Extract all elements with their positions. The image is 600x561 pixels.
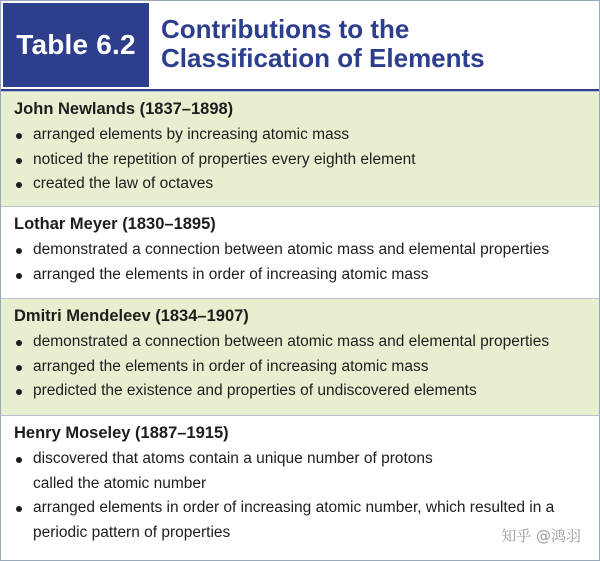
list-item: created the law of octaves bbox=[14, 172, 589, 197]
table-title-line-1: Contributions to the bbox=[161, 14, 410, 44]
list-item: discovered that atoms contain a unique number of protons called the atomic number bbox=[14, 447, 473, 496]
list-item: arranged the elements in order of increasing atomic mass bbox=[14, 263, 589, 288]
table-number-label: Table 6.2 bbox=[3, 3, 149, 87]
section-meyer bbox=[1, 206, 599, 298]
section-mendeleev bbox=[1, 298, 599, 415]
table-title-line-2: Classification of Elements bbox=[161, 43, 485, 73]
list-item: demonstrated a connection between atomic mass and elemental properties bbox=[14, 238, 589, 263]
list-item: arranged elements by increasing atomic mass bbox=[14, 123, 589, 148]
contribution-list bbox=[14, 123, 589, 197]
table-title bbox=[161, 15, 591, 73]
list-item: demonstrated a connection between atomic mass and elemental properties bbox=[14, 330, 589, 355]
scientist-name: Henry Moseley (1887–1915) bbox=[14, 424, 229, 442]
section-newlands bbox=[1, 91, 599, 206]
table-header bbox=[1, 1, 599, 89]
contribution-list bbox=[14, 330, 589, 404]
list-item: predicted the existence and properties of undiscovered elements bbox=[14, 379, 589, 404]
scientist-name: Lothar Meyer (1830–1895) bbox=[14, 215, 216, 233]
list-item: noticed the repetition of properties every eighth element bbox=[14, 148, 589, 173]
list-item: arranged elements in order of increasing atomic number, which resulted in a periodic pattern of properties bbox=[14, 496, 573, 545]
list-item: arranged the elements in order of increasing atomic mass bbox=[14, 355, 589, 380]
scientist-name: John Newlands (1837–1898) bbox=[14, 100, 234, 118]
scientist-name: Dmitri Mendeleev (1834–1907) bbox=[14, 307, 249, 325]
contribution-list bbox=[14, 238, 589, 287]
watermark: 知乎 @鸿羽 bbox=[501, 527, 581, 545]
